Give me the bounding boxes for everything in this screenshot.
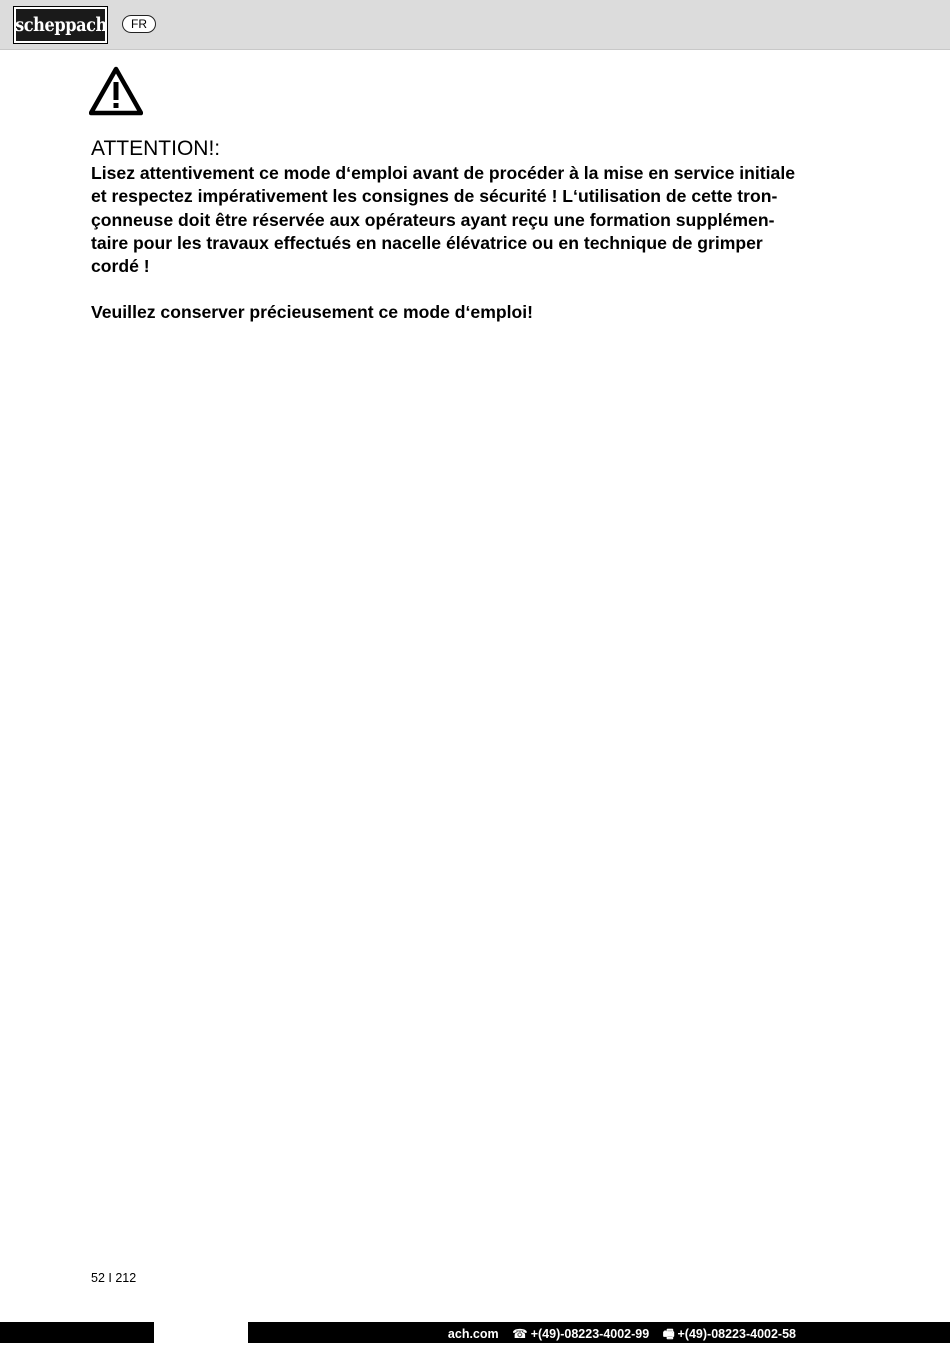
keep-manual-note: Veuillez conserver précieusement ce mode d‘emploi! <box>91 302 533 323</box>
notice-line: taire pour les travaux effectués en nacelle élévatrice ou en technique de grimper <box>91 232 763 253</box>
notice-line: et respectez impérativement les consignes de sécurité ! L‘utilisation de cette tron- <box>91 186 778 207</box>
fax-icon: 🖷 <box>662 1327 675 1341</box>
phone-number: +(49)-08223-4002-99 <box>530 1327 650 1341</box>
notice-line: Lisez attentivement ce mode d‘emploi avant de procéder à la mise en service initiale <box>91 163 796 183</box>
footer-contact <box>438 1325 796 1346</box>
notice-title: ATTENTION!: <box>91 137 221 160</box>
safety-notice <box>91 136 871 325</box>
brand-logo-text: scheppach <box>14 14 107 36</box>
notice-line: cordé ! <box>91 256 150 277</box>
fax-number: +(49)-08223-4002-58 <box>677 1327 796 1341</box>
page-header <box>0 0 950 50</box>
page-number: 52 I 212 <box>91 1271 137 1285</box>
language-badge: FR <box>122 15 156 33</box>
notice-line: çonneuse doit être réservée aux opérateurs ayant reçu une formation supplémen- <box>91 209 775 230</box>
phone-icon: ☎ <box>512 1327 528 1341</box>
footer-gap <box>154 1322 248 1343</box>
website-text: ach.com <box>447 1327 499 1341</box>
notice-paragraph <box>91 162 871 278</box>
page-footer <box>0 1322 950 1343</box>
warning-triangle-icon <box>89 66 143 116</box>
brand-logo <box>13 6 108 44</box>
